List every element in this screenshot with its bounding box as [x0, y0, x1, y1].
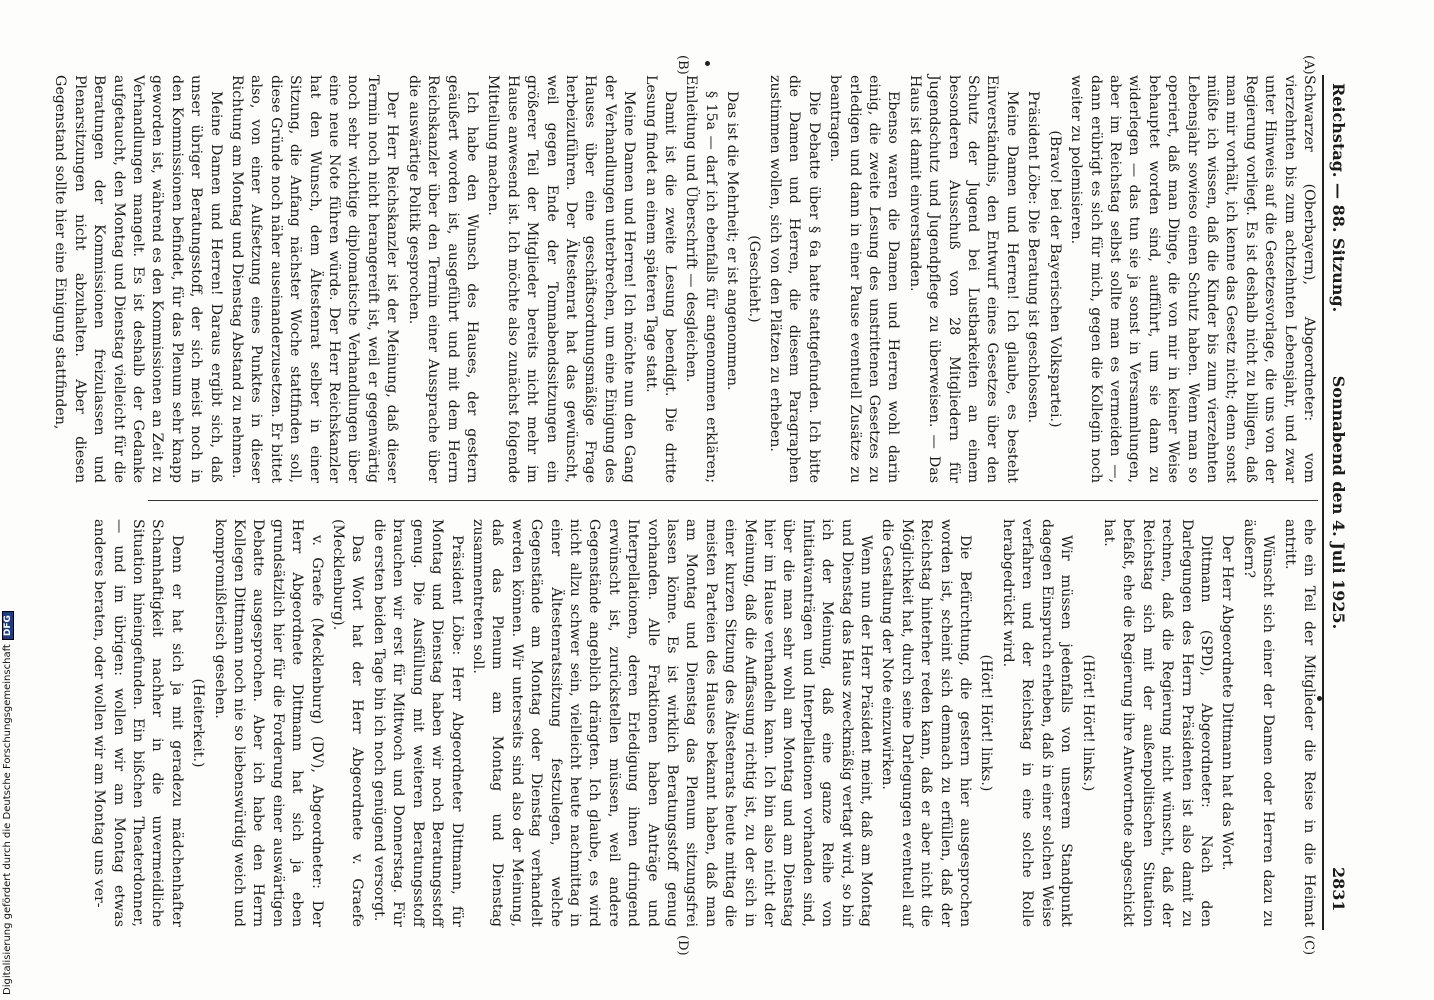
paragraph: Damit ist die zweite Lesung beendigt. Die dritte Lesung findet an einem späteren Tage statt.	[642, 75, 678, 483]
margin-marker-c: (C)	[1301, 935, 1316, 956]
paragraph: Der Herr Abgeordnete Dittmann hat das Wort.	[1219, 535, 1236, 871]
header-rule	[1322, 75, 1324, 930]
paragraph: ehe ein Teil der Mitglieder die Reise in die Heimat antritt.	[1281, 519, 1317, 927]
margin-marker-d: (D)	[675, 935, 690, 956]
paragraph: Das ist die Mehrheit; er ist angenommen.	[724, 91, 741, 391]
left-column	[52, 75, 1318, 483]
paragraph: § 15a — darf ich ebenfalls für angenommen erklären; Einleitung und Überschrift — desgleichen.	[683, 75, 719, 483]
credit-text: Digitalisierung gefördert durch die Deutsche Forschungsgemeinschaft	[2, 644, 13, 995]
paragraph: Der Herr Reichskanzler ist der Meinung, daß dieser Termin noch nicht herangereift ist, weil er gegenwärtig noch sehr wichtige diplomatische Verhandlungen über eine neue Note führen würde. Der Herr Reichskanzler hat den Wunsch, dem Ältestenrat selber in einer Sitzung, die Anfang nächster Woche stattfinden soll, diese Gründe noch näher auseinanderzusetzen. Er bittet also, von einer Aufsetzung eines Punktes in dieser Richtung am Montag und Dienstag Abstand zu nehmen.	[229, 75, 401, 483]
paragraph: Meine Damen und Herren! Ich möchte nun den Gang der Verhandlungen unterbrechen, um eine Einigung des Hauses über eine geschäftsordnungsmäßige Frage herbeizuführen. Der Ältestenrat hat das gewünscht, weil gegen Ende der Tomnabendssitzungen ein größerer Teil der Mitglieder bereits nicht mehr im Hause anwesend ist. Ich möchte also zunächst folgende Mitteilung machen.	[485, 75, 638, 483]
paragraph: Wenn nun der Herr Präsident meint, daß am Montag und Dienstag das Haus zweckmäßig vertagt wird, so bin ich der Meinung, daß eine ganze Reihe von Initiativanträgen und Interpellationen vorhanden sind, über die man sehr wohl am Montag und am Dienstag hier im Hause verhandeln kann. Ich bin also nicht der Meinung, daß die Auffassung richtig ist, zu der sich in einer kurzen Sitzung des Ältestenrats heute mittag die meisten Parteien des Hauses bekannt haben, daß man am Montag und Dienstag das Plenum sitzungsfrei lassen könne. Es ist wirklich Beratungsstoff genug vorhanden. Alle Fraktionen haben Anträge und Interpellationen, deren Erledigung ihnen dringend erwünscht ist, zurückstellen müssen, weil andere Gegenstände angeblich drängten. Ich glaube, es wird nicht allzu schwer sein, vielleicht heute nachmittag in einer Ältestenratssitzung festzulegen, welche Gegenstände am Montag oder Dienstag verhandelt werden können. Wir unterseits sind also der Meinung, daß das Plenum am Montag und Dienstag zusammentreten soll.	[469, 519, 875, 927]
paragraph: Ich habe den Wunsch des Hauses, der gestern geäußert worden ist, ausgeführt und mit dem Herrn Reichskanzler über den Termin einer Aussprache über die auswärtige Politik gesprochen.	[405, 75, 480, 483]
margin-dot	[705, 61, 710, 66]
column-divider	[148, 500, 1318, 501]
digitization-credit	[2, 610, 14, 995]
page-header	[1326, 75, 1350, 930]
dfg-logo: DFG	[2, 611, 14, 640]
paragraph: Meine Damen und Herren! Ich glaube, es besteht Einverständnis, den Entwurf eines Gesetzes über den Schutz der Jugend bei Lustbarkeiten an einem besonderen Ausschuß von 28 Mitgliedern für Jugendschutz und Jugendpflege zu überweisen. — Das Haus ist damit einverstanden.	[906, 75, 1020, 483]
page-number: 2831	[1329, 867, 1348, 912]
interjection: (Bravo! bei der Bayerischen Volkspartei.)	[1046, 130, 1063, 428]
rotated-newspaper-page	[52, 55, 1350, 956]
margin-marker-b: (B)	[675, 55, 690, 75]
header-date: Sonnabend den 4. Juli 1925.	[1329, 375, 1348, 630]
paragraph: Denn er hat sich ja mit geradezu mädchenhafter Schamhaftigkeit nachher in die unvermeidliche Situation hineingefunden. Ein bißchen Theaterdonner, — und im übrigen: wollen wir am Montag etwas anderes beraten, oder wollen wir am Montag uns ver-	[91, 519, 185, 927]
paragraph: Ebenso waren die Damen und Herren wohl darin einig, die zweite Lesung des unstrittenen Gesetzes zu erledigen und dann in einer Pause eventuell Zusätze zu beantragen.	[827, 75, 902, 483]
paragraph: v. Graefe (Mecklenburg) (DV), Abgeordneter: Der Herr Abgeordnete Dittmann hat sich ja eben grundsätzlich hier für die Forderung einer auswärtigen Debatte ausgesprochen. Aber ich habe den Herrn Kollegen Dittmann noch nie so liebenswürdig weich und kompromißlerisch gesehen.	[211, 519, 325, 927]
paragraph: Die Debatte über § 6a hatte stattgefunden. Ich bitte die Damen und Herren, die diesem Paragraphen zustimmen wollen, sich von den Plätzen zu erheben.	[767, 75, 822, 483]
paragraph: Das Wort hat der Herr Abgeordnete v. Graefe (Mecklenburg).	[330, 519, 366, 927]
paragraph: Meine Damen und Herren! Daraus ergibt sich, daß unser übriger Beratungsstoff, der sich meist noch in den Kommissionen befindet, für das Plenum sehr knapp geworden ist, während es den Kommissionen an Zeit zu Verhandlungen mangelt. Es ist deshalb der Gedanke aufgetaucht, den Montag und Dienstag vielleicht für die Beratungen der Kommissionen freizulassen und Plenarsitzungen nicht abzuhalten. Aber diesen Gegenstand sollte hier eine Einigung stattfinden,	[52, 75, 224, 483]
header-left: Reichstag. — 88. Sitzung.	[1329, 83, 1348, 313]
right-column	[91, 519, 1318, 927]
paragraph: Die Befürchtung, die gestern hier ausgesprochen worden ist, scheint sich demnach zu erfüllen, daß der Reichstag hinterher reden kann, daß er aber nicht die Möglichkeit hat, durch seine Darlegungen eventuell auf die Gestaltung der Note einzuwirken.	[879, 519, 974, 927]
margin-marker-a: (A)	[1301, 55, 1316, 75]
paragraph: Präsident Löbe: Die Beratung ist geschlossen.	[1025, 91, 1042, 424]
margin-dot	[1317, 696, 1322, 701]
interjection: (Hört! Hört! links.)	[978, 654, 995, 792]
paragraph: Schwarzer (Oberbayern), Abgeordneter: vom vierzehnten bis zum achtzehnten Lebensjahr, und zwar unter Hinweis auf die Gesetzesvorlage, die uns von der Regierung vorliegt. Es ist deshalb nicht zu billigen, daß man mir vorhält, ich kenne das Gesetz nicht; denn sonst müßte ich wissen, daß die Kinder bis zum vierzehnten Lebensjahr sowieso einen Schutz haben. Wenn man so operiert, daß man Dinge, die von mir in keiner Weise behauptet worden sind, aufführt, um sie dann zu widerlegen — das tun sie ja sonst in Versammlungen, aber im Reichstag selbst sollte man es vermeiden —, dann erübrigt es sich für mich, gegen die Kollegin noch weiter zu polemisieren.	[1068, 75, 1317, 483]
paragraph: Wünscht sich einer der Damen oder Herren dazu zu äußern?	[1240, 519, 1277, 927]
paragraph: Dittmann (SPD), Abgeordneter: Nach den Darlegungen des Herrn Präsidenten ist also damit zu rechnen, daß die Regierung nicht wünscht, daß der Reichstag sich mit der außenpolitischen Situation befaßt, ehe die Regierung ihre Antwortnote abgeschickt hat.	[1100, 519, 1214, 927]
paragraph: Präsident Löbe: Herr Abgeordneter Dittmann, für Montag und Dienstag haben wir noch Beratungsstoff genug. Die Ausfüllung mit weiteren Beratungsstoff brauchen wir erst für Mittwoch und Donnerstag. Für die ersten beiden Tage bin ich noch genügend versorgt.	[370, 519, 465, 927]
interjection: (Hört! Hört! links.)	[1079, 654, 1096, 792]
interjection: (Geschieht.)	[745, 235, 762, 323]
paragraph: Wir müssen jedenfalls von unserem Standpunkt dagegen Einspruch erheben, daß in einer solchen Weise verfahren und der Reichstag in eine solche Rolle herabgedrückt wird.	[999, 519, 1075, 927]
interjection: (Heiterkeit.)	[190, 678, 207, 768]
